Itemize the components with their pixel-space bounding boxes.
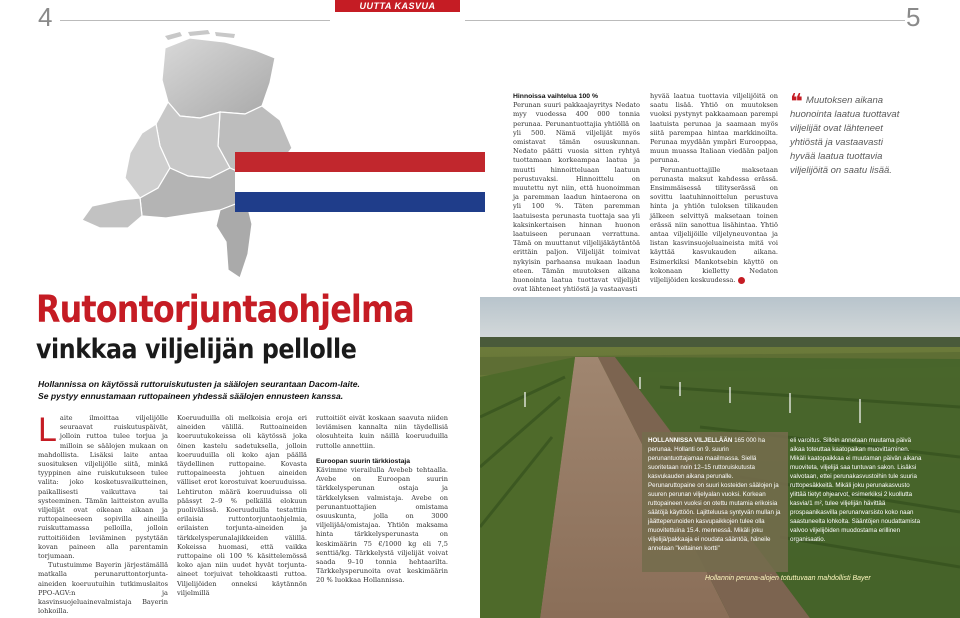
map-islands <box>165 30 235 40</box>
flag-stripe-white <box>235 172 485 192</box>
info-box-column-1 <box>648 436 782 553</box>
top-column-1 <box>513 92 640 294</box>
section-label: UUTTA KASVUA PERUNASTA <box>335 0 460 12</box>
top-column-1-text: Perunan suuri pakkaajayritys Nedato myy vuodessa 400 000 tonnia perunaa. Perunantuottajia yhtiöllä on yli 500. Nämä viljelijät myös omistavat tämän osuuskunnan. Nedato päätti vuosia sitten ryhtyä tuottamaan korkeampaa laatua ja muutti hinnoitteluaan laatuun perustuvaksi. Hinnoittelu on muutettu nyt niin, että huonoimman ja paremman laadun hintaerona on yli 100 %. Täten paremman laatuisesta perunasta tuottaja saa yli kaksinkertaisen hinnan huonon laatuiseen perunaan verrattuna. Tämä on muuttanut viljelijäkäytäntöä erittäin paljon. Viljelijät toimivat nykyisin parhaansa mukaan laadun eteen. Tämän muutoksen aikana huonointa laatua tuottavat viljelijät ovat lähteneet yhtiöstä ja vastaavasti <box>513 101 640 294</box>
body-column-1 <box>38 411 168 616</box>
body-column-3 <box>316 414 448 586</box>
map-region-zeeland <box>82 198 142 228</box>
top-column-2-text2: Perunantuottajille maksetaan perunasta maksut kahdessa erässä. Ensimmäisessä tilityserässä on sovittu laatuhinnoittelun perustuva hinta ja yhtiön tuloksen tilikauden jälkeen selvittyä maksetaan toinen erässä niin sanottua lisähintaa. Yhtiö antaa viljelijöille viljelyneuvontaa ja listan kasvinsuojeluaineista mitä voi käyttää kasvukauden aikana. Esimerkiksi Mankotsebin käyttö on kokonaan kielletty Nedaton viljelijöiden keskuudessa. <box>650 165 778 285</box>
header-rule-left <box>60 20 330 21</box>
body-column-3-text2: Kävimme vierailulla Avebeb tehtaalla. Avebe on Euroopan suurin tärkkelysperunan ostaja ja tärkkelyksen valmistaja. Avebe on perunantuottajien omistama osuuskunta, jolla on 3000 viljelijää/omistajaa. Yhtiön maksama hinta tärkkelysperunasta on keskimäärin 75 €/1000 kg eli 7,5 senttiä/kg. Tärkkelystä viljelijät voivat saada 9–10 tonnia hehtaarilta. Tärkkelysperunoita ovat keskimäärin 20 % luokkaa Hollannissa. <box>316 466 448 585</box>
body-column-1-text2: Tutustuimme Bayerin järjestämällä matkalla perunaruttontorjunta-aineiden koeruutuihin tutkimuslaitos PPO-AGV:n ja kasvinsuojeluainevalmistaja Bayerin lohkoilla. <box>38 561 168 616</box>
pull-quote <box>790 92 900 178</box>
end-mark-icon <box>738 277 745 284</box>
flag-stripe-red <box>235 152 485 172</box>
body-column-2 <box>177 414 307 598</box>
header-rule-right <box>465 20 905 21</box>
subheadline: vinkkaa viljelijän pellolle <box>36 334 357 365</box>
map-region-north <box>162 38 275 118</box>
drop-cap: L <box>38 411 57 449</box>
quote-mark-icon: ❝ <box>790 90 803 115</box>
body-column-3-text: ruttoitiöt eivät koskaan saavuta niiden leviämisen kannalta niin täydellisiä olosuhteita kuin näillä koeruuduilla ruttolle annettiin. <box>316 414 448 450</box>
top-column-2-text: hyvää laatua tuottavia viljelijöitä on saatu lisää. Yhtiö on muutoksen vuoksi pystynyt pakkaamaan parempi laatuista perunaa ja saamaan myös siitä parempaa hintaa markkinoilta. Perunaa myydään ympäri Eurooppaa, muun muassa Italiaan viedään paljon perunaa. <box>650 92 778 165</box>
lead-line-1: Hollannissa on käytössä ruttoruiskutusten ja säälojen seurantaan Dacom-laite. <box>38 379 360 389</box>
lead-paragraph <box>38 379 360 402</box>
top-column-2 <box>650 92 778 285</box>
headline: Rutontorjuntaohjelma <box>36 288 414 331</box>
lead-line-2: Se pystyy ennustamaan ruttopaineen yhdessä säälojen ennusteen kanssa. <box>38 390 344 401</box>
body-column-1-text: Laite ilmoittaa viljelijölle seuraavat ruiskutuspäivät, jolloin ruttoa tulee torjua ja milloin se säälojen mukaan on mahdollista. Lisäksi laite antaa suosituksen viljelijölle siitä, minkä tyyppinen aine ruiskutukseen tulee valita: joko kosketusvaikutteinen, paikallisesti vaikuttava tai systeeminen. Tämän laitteiston avulla viljelijät ovat oikeaan aikaan ja ruttopaineeseen sopivilla aineilla ruiskuttamassa pelloilla, jolloin ruttoitiöiden leviäminen pystytään kovan paineen alla parentamin torjumaan. <box>38 411 168 561</box>
page-number-left: 4 <box>38 2 53 32</box>
top-column-1-heading: Hinnoissa vaihtelua 100 % <box>513 93 598 100</box>
info-box-heading: HOLLANNISSA VILJELLÄÄN <box>648 437 733 444</box>
info-box-text: HOLLANNISSA VILJELLÄÄN 165 000 ha perunaa. Hollanti on 9. suurin perunantuottajamaa maailmassa. Siellä suoritetaan noin 12–15 ruttoruiskutusta kasvukauden aikana perunalle. Perunaruttopaine on suuri kosteiden säälojen ja suuren perunan viljelyalan vuoksi. Korkean ruttopaineen vuoksi on otettu mutamia erikoisia säätöjä käyttöön. Lajitteluusa syntyvän mullan ja jäätteperunoiden kasvupaikkojen tulee olla muovitettuina 15.4. mennessä. Mikäli joku viljelijä/pakkaaja ei noudata sääntöä, häneile annetaan "keltainen kortti" <box>648 437 781 552</box>
photo-caption: Hollannin peruna-alojen totuttuvaan mahdollisti Bayer <box>705 575 871 582</box>
body-column-3-heading: Euroopan suurin tärkkiostaja <box>316 457 411 465</box>
dutch-flag <box>235 152 485 212</box>
flag-stripe-blue <box>235 192 485 212</box>
body-column-2-text: Koeruuduilla oli melkoisia eroja eri aineiden välillä. Ruttoaineiden koeruutukokeissa oli käytössä joka öinen kastelu sadetuksella, jolloin koeruuduilla oli koko ajan päällä täydellinen ruttopaine. Kovasta ruttopaineesta johtuen aineiden välliset erot korostuivat koeruuduissa. Lehtiruton määrä koeruuduissa oli päässyt 2–9 % pelkällä elokuun puolivälissä. Koeruuduilla testattiin erilaisia ruttontorjuntaohjelmia, erilaisten torjunta-aineiden ja tärkkelysperunalajikkeiden välillä. Kokeissa huomasi, että vaikka ruttopaine oli 100 % käsittelemössä koko ajan niin uudet hyvät torjunta-aineet torjuivat tehokkaasti ruttoa. Viljelijöiden onneksi käytännön viljelmillä <box>177 414 307 597</box>
info-box-text2: eli varoitus. Silloin annetaan muutama päivä aikaa toteuttaa kaatopaikan muovittaminen. Mikäli kaatopaikkaa ei muutaman päivän aikana muoviteta, viljelijä saa tuntuvan sakon. Lisäksi valvotaan, ettei perunakasvustoihin tule suuria ruttopesäkkeitä. Mikäli joku perunakasvusto ylittää tietyt ohjearvot, esimerkiksi 2 kuollutta kasvia/1 m², tulee viljelijän hävittää prospaanikasvilla perunanvarsisto koko naan saastuneelta lohkolta. Sääntöjen noudattamista valvoo viljelijöiden muodostama erillinen organisaatio. <box>790 437 922 543</box>
info-box-column-2 <box>790 436 922 544</box>
page-number-right: 5 <box>906 2 921 32</box>
pull-quote-text: Muutoksen aikana huonointa laatua tuottavat viljelijät ovat lähteneet yhtiöstä ja vastaavasti hyvää laatua tuottavia viljelijöitä on saatu lisää. <box>790 95 900 176</box>
